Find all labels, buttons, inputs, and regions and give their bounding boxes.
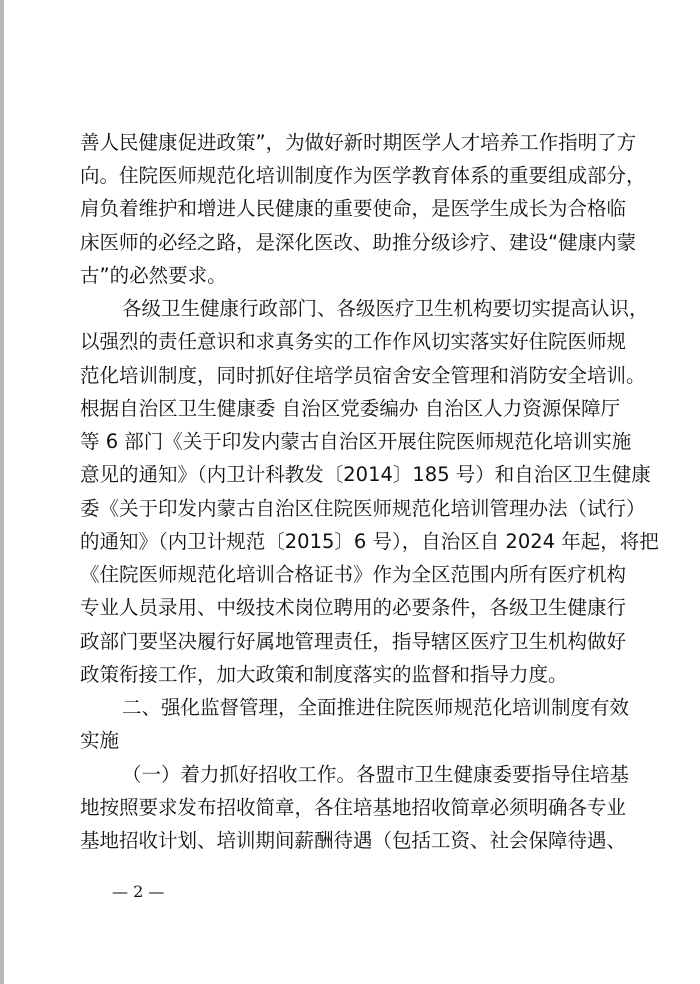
page-left-edge: [0, 0, 4, 984]
text-line: 古”的必然要求。: [80, 264, 227, 287]
paragraph-first-line: （一）着力抓好招收工作。各盟市卫生健康委要指导住培基: [122, 763, 630, 786]
text-line: 委《关于印发内蒙古自治区住院医师规范化培训管理办法（试行）: [80, 497, 646, 520]
text-line: 意见的通知》（内卫计科教发〔2014〕185 号）和自治区卫生健康: [80, 463, 651, 486]
text-line: 善人民健康促进政策”，为做好新时期医学人才培养工作指明了方: [80, 131, 637, 154]
text-line: 肩负着维护和增进人民健康的重要使命，是医学生成长为合格临: [80, 197, 627, 220]
paragraph-first-line: 各级卫生健康行政部门、各级医疗卫生机构要切实提高认识，: [122, 297, 649, 320]
section-heading: 二、强化监督管理，全面推进住院医师规范化培训制度有效: [122, 696, 630, 719]
text-line: 《住院医师规范化培训合格证书》作为全区范围内所有医疗机构: [80, 563, 627, 586]
text-line: 向。住院医师规范化培训制度作为医学教育体系的重要组成部分，: [80, 164, 646, 187]
text-line: 地按照要求发布招收简章，各住培基地招收简章必须明确各专业: [80, 796, 627, 819]
text-line: 政策衔接工作，加大政策和制度落实的监督和指导力度。: [80, 663, 568, 686]
section-heading-continuation: 实施: [80, 729, 120, 752]
text-line: 基地招收计划、培训期间薪酬待遇（包括工资、社会保障待遇、: [80, 829, 627, 852]
text-line: 政部门要坚决履行好属地管理责任，指导辖区医疗卫生机构做好: [80, 630, 627, 653]
text-line: 专业人员录用、中级技术岗位聘用的必要条件，各级卫生健康行: [80, 596, 627, 619]
page-number: — 2 —: [112, 882, 165, 901]
text-line: 的通知》（内卫计规范〔2015〕6 号），自治区自 2024 年起，将把: [80, 530, 659, 553]
text-line: 范化培训制度，同时抓好住培学员宿舍安全管理和消防安全培训。: [80, 364, 646, 387]
text-line: 以强烈的责任意识和求真务实的工作作风切实落实好住院医师规: [80, 330, 627, 353]
text-line: 床医师的必经之路，是深化医改、助推分级诊疗、建设“健康内蒙: [80, 231, 637, 254]
text-line: 等 6 部门《关于印发内蒙古自治区开展住院医师规范化培训实施: [80, 430, 632, 453]
text-line: 根据自治区卫生健康委 自治区党委编办 自治区人力资源保障厅: [80, 397, 620, 420]
